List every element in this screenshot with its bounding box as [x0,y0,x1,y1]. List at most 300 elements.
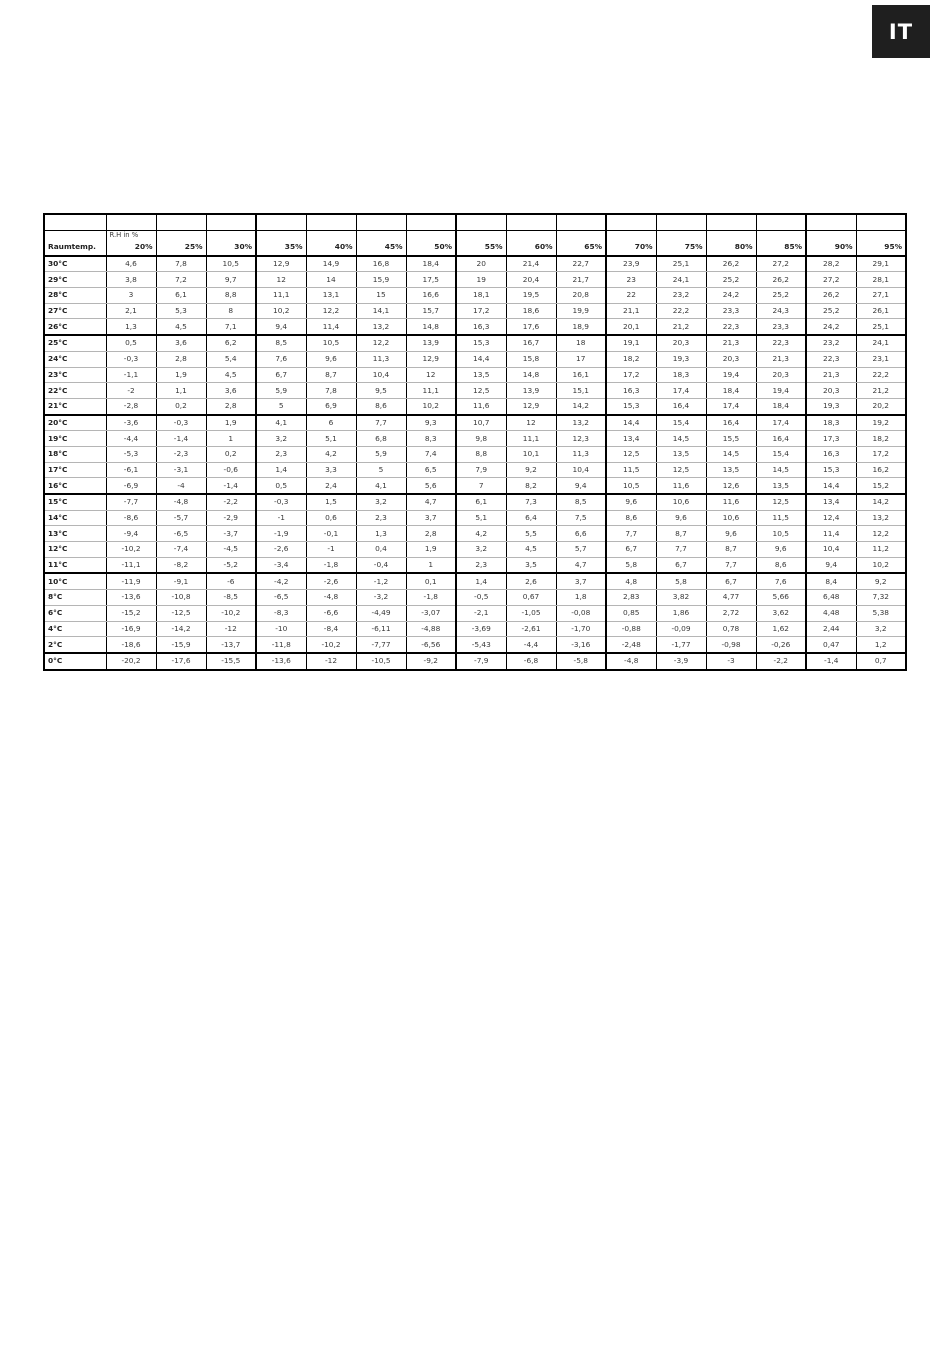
dew-point-cell: 15,3 [806,462,856,478]
room-temperature-cell: 8°C [44,590,106,606]
dew-point-cell: 21,4 [506,256,556,272]
dew-point-cell: 1,1 [156,383,206,399]
dew-point-cell: 15,9 [356,272,406,288]
dew-point-cell: 22,3 [706,319,756,335]
dew-point-cell: 3,7 [406,510,456,526]
dew-point-cell: 17,2 [606,367,656,383]
dew-point-cell: 17,3 [806,431,856,447]
dew-point-cell: -10 [256,621,306,637]
dew-point-cell: 0,78 [706,621,756,637]
dew-point-cell: 15,2 [856,478,906,494]
room-temperature-cell: 20°C [44,415,106,431]
dew-point-cell: 18,1 [456,288,506,304]
dew-point-cell: 17,6 [506,319,556,335]
dew-point-cell: 4,48 [806,605,856,621]
table-empty-cell [706,214,756,231]
dew-point-cell: 23,3 [756,319,806,335]
dew-point-cell: -6 [206,573,256,589]
dew-point-cell: 8,7 [306,367,356,383]
dew-point-cell: -8,2 [156,557,206,573]
table-row [44,319,906,335]
dew-point-cell: 5,5 [506,526,556,542]
dew-point-cell: 11,4 [806,526,856,542]
table-empty-cell [156,231,206,241]
dew-point-cell: 6,9 [306,398,356,414]
table-empty-cell [656,231,706,241]
room-temperature-cell: 28°C [44,288,106,304]
dew-point-cell: 0,85 [606,605,656,621]
humidity-column-header: 70% [606,240,656,256]
dew-point-cell: 16,8 [356,256,406,272]
dew-point-cell: 16,2 [856,462,906,478]
dew-point-cell: -20,2 [106,653,156,670]
room-temperature-cell: 17°C [44,462,106,478]
dew-point-cell: 7,6 [756,573,806,589]
dew-point-cell: -0,98 [706,637,756,653]
dew-point-cell: 13,2 [856,510,906,526]
dew-point-cell: 0,1 [406,573,456,589]
room-temperature-cell: 10°C [44,573,106,589]
dew-point-cell: 18,6 [506,303,556,319]
table-empty-cell [44,214,106,231]
dew-point-cell: 9,6 [606,494,656,510]
dew-point-cell: 1,8 [556,590,606,606]
dew-point-cell: 10,1 [506,446,556,462]
dew-point-cell: 1,5 [306,494,356,510]
dew-point-cell: -0,5 [456,590,506,606]
dew-point-cell: -10,2 [206,605,256,621]
table-empty-cell [806,231,856,241]
dew-point-cell: 18,9 [556,319,606,335]
dew-point-cell: 1,9 [156,367,206,383]
room-temp-header: Raumtemp. [44,240,106,256]
dew-point-cell: 5,38 [856,605,906,621]
dew-point-cell: 0,67 [506,590,556,606]
dew-point-cell: 28,1 [856,272,906,288]
dew-point-cell: -3,6 [106,415,156,431]
room-temperature-cell: 13°C [44,526,106,542]
dew-point-cell: 12 [256,272,306,288]
dew-point-cell: 20,1 [606,319,656,335]
dew-point-cell: -4,4 [106,431,156,447]
dew-point-cell: 14,8 [506,367,556,383]
dew-point-cell: 27,1 [856,288,906,304]
dew-point-cell: 24,1 [856,335,906,351]
dew-point-cell: 13,2 [556,415,606,431]
dew-point-cell: -0,09 [656,621,706,637]
dew-point-cell: 1,3 [106,319,156,335]
dew-point-cell: 17 [556,351,606,367]
dew-point-cell: 11,6 [656,478,706,494]
dew-point-cell: -0,4 [356,557,406,573]
room-temperature-cell: 18°C [44,446,106,462]
dew-point-cell: -3,7 [206,526,256,542]
table-row [44,351,906,367]
dew-point-cell: 12 [406,367,456,383]
dew-point-cell: 8 [206,303,256,319]
table-empty-cell [406,214,456,231]
table-row [44,462,906,478]
dew-point-cell: -15,9 [156,637,206,653]
dew-point-cell: 25,1 [856,319,906,335]
dew-point-cell: 10,7 [456,415,506,431]
dew-point-cell: 5,7 [556,542,606,558]
dew-point-cell: 19,3 [806,398,856,414]
table-empty-cell [206,231,256,241]
dew-point-cell: 2,72 [706,605,756,621]
dew-point-cell: 6,48 [806,590,856,606]
room-temperature-cell: 24°C [44,351,106,367]
table-empty-cell [856,214,906,231]
table-row [44,494,906,510]
dew-point-cell: 4,5 [506,542,556,558]
dew-point-cell: 28,2 [806,256,856,272]
dew-point-cell: -4,88 [406,621,456,637]
dew-point-cell: 11,1 [506,431,556,447]
dew-point-cell: 2,8 [206,398,256,414]
dew-point-cell: 4,5 [156,319,206,335]
dew-point-cell: 1,86 [656,605,706,621]
dew-point-cell: 5 [256,398,306,414]
dew-point-cell: 23,2 [806,335,856,351]
dew-point-cell: -6,11 [356,621,406,637]
dew-point-cell: -2,9 [206,510,256,526]
dew-point-cell: -4,8 [606,653,656,670]
dew-point-cell: -4,8 [306,590,356,606]
dew-point-cell: 5,8 [656,573,706,589]
humidity-column-header: 60% [506,240,556,256]
dew-point-cell: 12,5 [606,446,656,462]
dew-point-cell: 22 [606,288,656,304]
dew-point-cell: -13,6 [256,653,306,670]
humidity-column-header: 95% [856,240,906,256]
dew-point-cell: 6,1 [156,288,206,304]
dew-point-cell: 8,5 [556,494,606,510]
dew-point-cell: -18,6 [106,637,156,653]
table-empty-cell [806,214,856,231]
dew-point-cell: 24,1 [656,272,706,288]
dew-point-cell: -2 [106,383,156,399]
dew-point-cell: 6,7 [656,557,706,573]
dew-point-cell: -3,4 [256,557,306,573]
dew-point-cell: 20,3 [706,351,756,367]
dew-point-cell: -3,9 [656,653,706,670]
table-row [44,573,906,589]
table-row [44,367,906,383]
dew-point-cell: -9,4 [106,526,156,542]
dew-point-table [43,213,907,671]
dew-point-cell: -10,2 [106,542,156,558]
dew-point-cell: -4,4 [506,637,556,653]
dew-point-cell: -3,2 [356,590,406,606]
dew-point-cell: -3,07 [406,605,456,621]
dew-point-cell: 24,2 [806,319,856,335]
dew-point-cell: 14,4 [456,351,506,367]
table-row [44,526,906,542]
dew-point-cell: 13,5 [756,478,806,494]
dew-point-cell: 6 [306,415,356,431]
dew-point-cell: -2,6 [256,542,306,558]
dew-point-cell: 25,2 [806,303,856,319]
dew-point-cell: 7,5 [556,510,606,526]
dew-point-cell: 25,1 [656,256,706,272]
dew-point-cell: 5 [356,462,406,478]
dew-point-cell: -2,2 [756,653,806,670]
dew-point-cell: 7,4 [406,446,456,462]
dew-point-cell: 11,1 [406,383,456,399]
dew-point-cell: 1,9 [206,415,256,431]
table-row [44,303,906,319]
dew-point-cell: -1,4 [806,653,856,670]
dew-point-cell: 6,7 [606,542,656,558]
dew-point-cell: 21,1 [606,303,656,319]
dew-point-cell: 15,4 [656,415,706,431]
dew-point-cell: 4,77 [706,590,756,606]
dew-point-cell: 8,8 [206,288,256,304]
dew-point-cell: 8,7 [706,542,756,558]
dew-point-cell: 9,7 [206,272,256,288]
table-empty-cell [356,231,406,241]
dew-point-cell: 13,9 [406,335,456,351]
dew-point-cell: 16,6 [406,288,456,304]
humidity-column-header: 25% [156,240,206,256]
dew-point-cell: 21,7 [556,272,606,288]
dew-point-cell: 3,62 [756,605,806,621]
table-row [44,398,906,414]
dew-point-cell: 12,5 [756,494,806,510]
dew-point-cell: 10,4 [806,542,856,558]
dew-point-cell: 3,6 [156,335,206,351]
dew-point-cell: -17,6 [156,653,206,670]
dew-point-cell: 10,6 [656,494,706,510]
dew-point-cell: -0,3 [256,494,306,510]
dew-point-cell: 4,2 [306,446,356,462]
dew-point-cell: -5,3 [106,446,156,462]
dew-point-cell: 20 [456,256,506,272]
dew-point-cell: 15,1 [556,383,606,399]
dew-point-cell: 8,7 [656,526,706,542]
dew-point-cell: 20,4 [506,272,556,288]
dew-point-cell: 6,1 [456,494,506,510]
table-empty-cell [456,214,506,231]
dew-point-cell: 6,5 [406,462,456,478]
dew-point-cell: -8,6 [106,510,156,526]
dew-point-cell: 17,4 [656,383,706,399]
table-row [44,542,906,558]
dew-point-cell: 22,3 [806,351,856,367]
dew-point-cell: 23,1 [856,351,906,367]
dew-point-cell: 20,3 [756,367,806,383]
dew-point-cell: 5,4 [206,351,256,367]
dew-point-cell: 29,1 [856,256,906,272]
dew-point-cell: -5,43 [456,637,506,653]
dew-point-cell: 2,3 [256,446,306,462]
dew-point-cell: -12,5 [156,605,206,621]
humidity-column-header: 75% [656,240,706,256]
dew-point-cell: -4,2 [256,573,306,589]
dew-point-cell: 15,3 [606,398,656,414]
dew-point-cell: 23,9 [606,256,656,272]
dew-point-cell: 3,5 [506,557,556,573]
room-temperature-cell: 2°C [44,637,106,653]
dew-point-cell: 14,1 [356,303,406,319]
dew-point-cell: -1 [306,542,356,558]
dew-point-cell: -2,2 [206,494,256,510]
dew-point-table-container [43,213,906,671]
dew-point-cell: -3 [706,653,756,670]
table-row [44,335,906,351]
table-row [44,415,906,431]
table-empty-cell [106,214,156,231]
dew-point-cell: -2,3 [156,446,206,462]
room-temperature-cell: 29°C [44,272,106,288]
dew-point-cell: 1,9 [406,542,456,558]
dew-point-cell: 13,5 [706,462,756,478]
dew-point-cell: 6,2 [206,335,256,351]
table-empty-cell [206,214,256,231]
humidity-column-header: 90% [806,240,856,256]
table-row [44,478,906,494]
dew-point-cell: 7,1 [206,319,256,335]
humidity-column-header: 45% [356,240,406,256]
room-temperature-cell: 27°C [44,303,106,319]
room-temperature-cell: 14°C [44,510,106,526]
dew-point-cell: 9,4 [256,319,306,335]
dew-point-cell: 13,5 [656,446,706,462]
dew-point-cell: 9,6 [656,510,706,526]
dew-point-cell: -4,5 [206,542,256,558]
dew-point-cell: 9,6 [756,542,806,558]
dew-point-cell: -15,2 [106,605,156,621]
room-temperature-cell: 12°C [44,542,106,558]
dew-point-cell: 14,2 [556,398,606,414]
dew-point-cell: 11,3 [356,351,406,367]
dew-point-cell: 18,2 [856,431,906,447]
dew-point-cell: 21,3 [806,367,856,383]
table-row [44,653,906,670]
dew-point-cell: 18,2 [606,351,656,367]
dew-point-cell: 12,9 [406,351,456,367]
dew-point-cell: 11,6 [456,398,506,414]
dew-point-cell: 11,5 [606,462,656,478]
dew-point-cell: 11,6 [706,494,756,510]
dew-point-cell: -15,5 [206,653,256,670]
humidity-column-header: 20% [106,240,156,256]
dew-point-cell: 3,8 [106,272,156,288]
dew-point-cell: -1,8 [306,557,356,573]
dew-point-cell: -11,8 [256,637,306,653]
table-empty-cell [44,231,106,241]
dew-point-cell: -2,6 [306,573,356,589]
dew-point-cell: 7,32 [856,590,906,606]
dew-point-cell: -11,9 [106,573,156,589]
dew-point-cell: -2,48 [606,637,656,653]
dew-point-cell: -1,4 [156,431,206,447]
dew-point-cell: 14,8 [406,319,456,335]
dew-point-cell: -1,9 [256,526,306,542]
dew-point-cell: 13,5 [456,367,506,383]
table-empty-cell [556,214,606,231]
dew-point-cell: 8,3 [406,431,456,447]
dew-point-cell: -7,9 [456,653,506,670]
dew-point-cell: -2,8 [106,398,156,414]
dew-point-cell: 18,4 [406,256,456,272]
dew-point-cell: 0,47 [806,637,856,653]
table-empty-cell [156,214,206,231]
dew-point-cell: 10,2 [256,303,306,319]
dew-point-cell: 0,7 [856,653,906,670]
dew-point-cell: -0,26 [756,637,806,653]
table-row [44,605,906,621]
table-empty-cell [606,214,656,231]
dew-point-cell: 2,8 [406,526,456,542]
table-row [44,288,906,304]
dew-point-cell: 0,5 [106,335,156,351]
language-badge: IT [872,5,930,58]
dew-point-cell: -3,1 [156,462,206,478]
dew-point-cell: 21,3 [756,351,806,367]
dew-point-cell: 17,5 [406,272,456,288]
dew-point-cell: 18,4 [756,398,806,414]
dew-point-cell: 9,4 [556,478,606,494]
table-empty-cell [606,231,656,241]
dew-point-cell: 1,62 [756,621,806,637]
dew-point-cell: 12 [506,415,556,431]
dew-point-cell: 26,2 [806,288,856,304]
table-row [44,383,906,399]
dew-point-cell: -0,08 [556,605,606,621]
table-empty-cell [506,214,556,231]
dew-point-cell: -1 [256,510,306,526]
dew-point-cell: -0,88 [606,621,656,637]
dew-point-cell: 6,8 [356,431,406,447]
rh-label: R.H in % [106,231,156,241]
dew-point-cell: 3,2 [456,542,506,558]
dew-point-cell: 7,9 [456,462,506,478]
table-empty-cell [706,231,756,241]
dew-point-cell: 7 [456,478,506,494]
dew-point-cell: 4,5 [206,367,256,383]
dew-point-cell: 27,2 [806,272,856,288]
dew-point-cell: 25,2 [756,288,806,304]
dew-point-cell: 3,3 [306,462,356,478]
dew-point-cell: 0,2 [206,446,256,462]
table-empty-cell [456,231,506,241]
dew-point-cell: 3 [106,288,156,304]
dew-point-cell: 13,4 [806,494,856,510]
dew-point-cell: -14,2 [156,621,206,637]
dew-point-cell: 7,6 [256,351,306,367]
dew-point-cell: -2,1 [456,605,506,621]
dew-point-cell: 11,4 [306,319,356,335]
dew-point-cell: 12,5 [656,462,706,478]
dew-point-cell: 8,5 [256,335,306,351]
dew-point-cell: 6,7 [256,367,306,383]
dew-point-cell: 4,1 [356,478,406,494]
dew-point-cell: 13,4 [606,431,656,447]
dew-point-cell: 5,1 [456,510,506,526]
dew-point-cell: 10,2 [856,557,906,573]
dew-point-cell: 2,3 [356,510,406,526]
dew-point-cell: -0,6 [206,462,256,478]
dew-point-cell: -12 [206,621,256,637]
dew-point-cell: 1,4 [456,573,506,589]
dew-point-cell: 17,2 [456,303,506,319]
dew-point-cell: 6,4 [506,510,556,526]
dew-point-cell: 20,3 [656,335,706,351]
dew-point-cell: 15,7 [406,303,456,319]
dew-point-cell: 16,3 [806,446,856,462]
